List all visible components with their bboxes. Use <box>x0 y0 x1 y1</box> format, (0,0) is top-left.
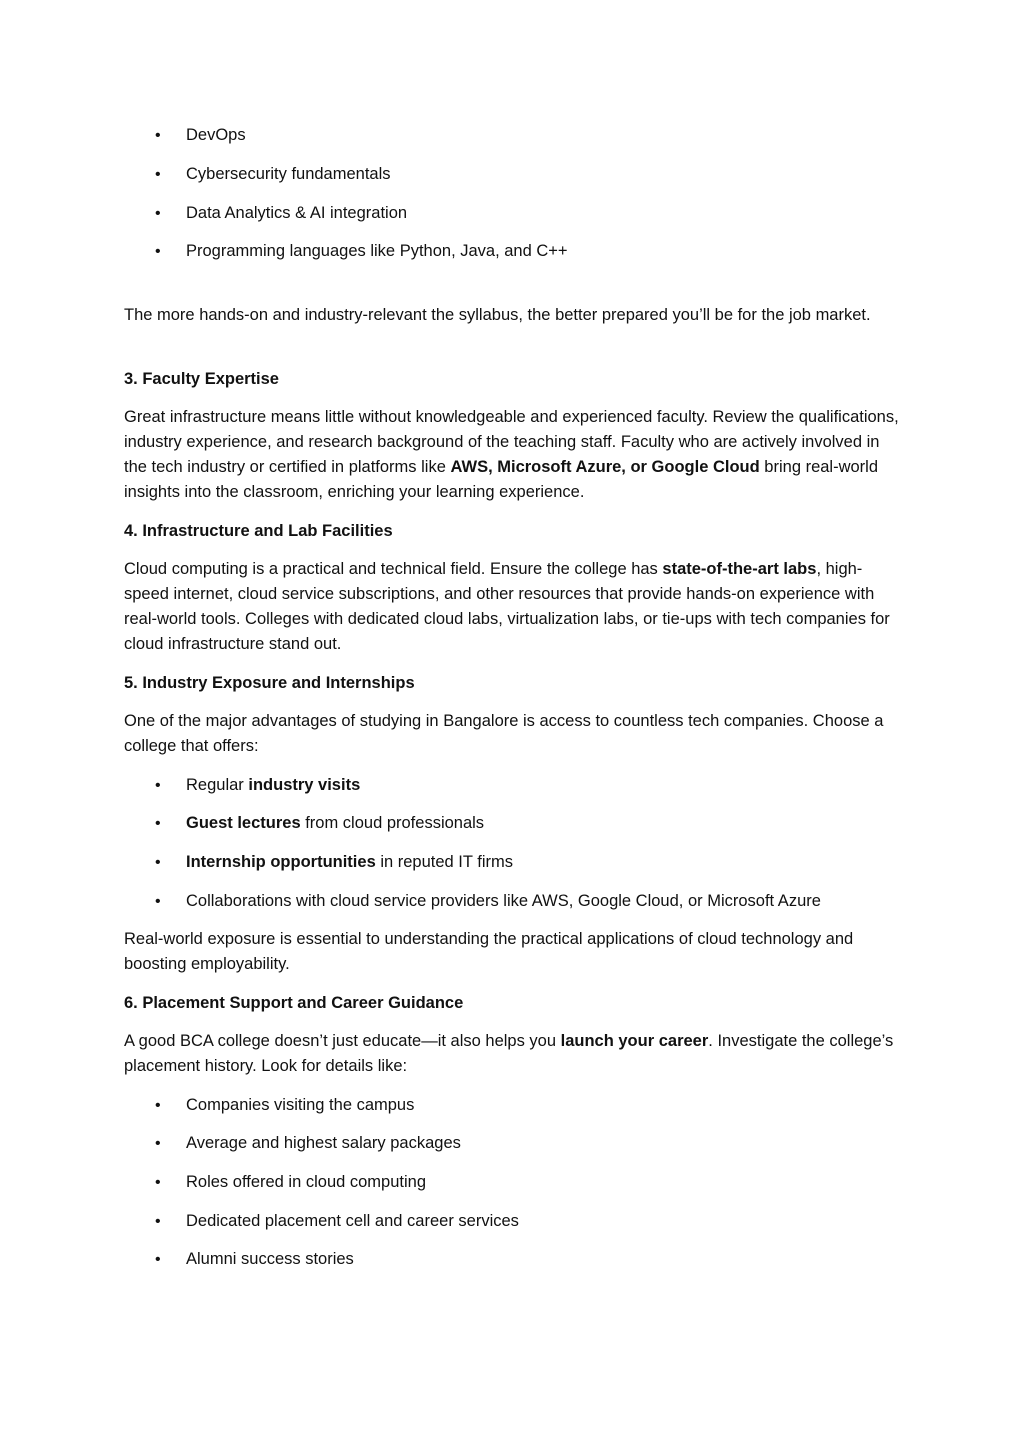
bold-span: state-of-the-art labs <box>662 560 817 578</box>
bullet-icon: • <box>155 815 161 832</box>
bold-span: Guest lectures <box>186 814 301 832</box>
bullet-icon: • <box>155 1135 161 1152</box>
text-span: Great infrastructure means little without knowledgeable and experienced faculty. Review the qualifications, industry experience, and research background of the teaching staff. Faculty who are actively involved in the tech industry or certified in platforms like <box>124 408 899 476</box>
bold-span: industry visits <box>248 776 361 794</box>
bullet-icon: • <box>155 243 161 260</box>
text-span: from cloud professionals <box>300 814 485 832</box>
list-item: Cybersecurity fundamentals <box>186 165 391 183</box>
bold-span: launch your career <box>560 1032 709 1050</box>
bullet-icon: • <box>155 166 161 183</box>
bullet-icon: • <box>155 1251 161 1268</box>
text-span: bring real-world insights into the classroom, enriching your learning experience. <box>124 458 879 501</box>
bold-span: AWS, Microsoft Azure, or Google Cloud <box>450 458 760 476</box>
text-span: Collaborations with cloud service providers like AWS, Google Cloud, or Microsoft Azure <box>186 892 821 910</box>
heading-industry-exposure: 5. Industry Exposure and Internships <box>124 674 415 692</box>
bullet-icon: • <box>155 205 161 222</box>
bullet-icon: • <box>155 893 161 910</box>
paragraph-real-world: Real-world exposure is essential to understanding the practical applications of cloud technology and boosting employability. <box>124 930 854 973</box>
text-span: Regular <box>186 776 249 794</box>
list-item <box>186 850 899 875</box>
bullet-icon: • <box>155 1097 161 1114</box>
list-item <box>186 889 899 914</box>
text-span: A good BCA college doesn’t just educate—it also helps you <box>124 1032 561 1050</box>
heading-infrastructure: 4. Infrastructure and Lab Facilities <box>124 522 393 540</box>
list-item: Alumni success stories <box>186 1250 354 1268</box>
bullet-icon: • <box>155 127 161 144</box>
list-item: Data Analytics & AI integration <box>186 204 408 222</box>
list-item <box>186 811 899 836</box>
text-span: Cloud computing is a practical and technical field. Ensure the college has <box>124 560 663 578</box>
list-item: Dedicated placement cell and career services <box>186 1212 519 1230</box>
list-item: Companies visiting the campus <box>186 1096 415 1114</box>
paragraph-placement <box>124 1029 899 1079</box>
text-span: in reputed IT firms <box>375 853 513 871</box>
heading-placement-support: 6. Placement Support and Career Guidance <box>124 994 464 1012</box>
paragraph-infrastructure <box>124 557 899 657</box>
list-item: Average and highest salary packages <box>186 1134 461 1152</box>
bullet-icon: • <box>155 1213 161 1230</box>
list-item: DevOps <box>186 126 246 144</box>
paragraph-faculty <box>124 405 899 505</box>
heading-faculty-expertise: 3. Faculty Expertise <box>124 370 279 388</box>
list-item <box>186 773 899 798</box>
list-item: Programming languages like Python, Java, and C++ <box>186 242 568 260</box>
list-item: Roles offered in cloud computing <box>186 1173 427 1191</box>
bullet-icon: • <box>155 854 161 871</box>
bullet-icon: • <box>155 1174 161 1191</box>
paragraph-exposure: One of the major advantages of studying in Bangalore is access to countless tech companies. Choose a college that offers: <box>124 712 884 755</box>
text-span: , high-speed internet, cloud service subscriptions, and other resources that provide hands-on experience with real-world tools. Colleges with dedicated cloud labs, virtualization labs, or tie-ups with tech companies for cloud infrastructure stand out. <box>124 560 890 653</box>
text-span: . Investigate the college’s placement history. Look for details like: <box>124 1032 894 1075</box>
bold-span: Internship opportunities <box>186 853 376 871</box>
bullet-icon: • <box>155 777 161 794</box>
paragraph-syllabus: The more hands-on and industry-relevant the syllabus, the better prepared you’ll be for the job market. <box>124 306 871 324</box>
